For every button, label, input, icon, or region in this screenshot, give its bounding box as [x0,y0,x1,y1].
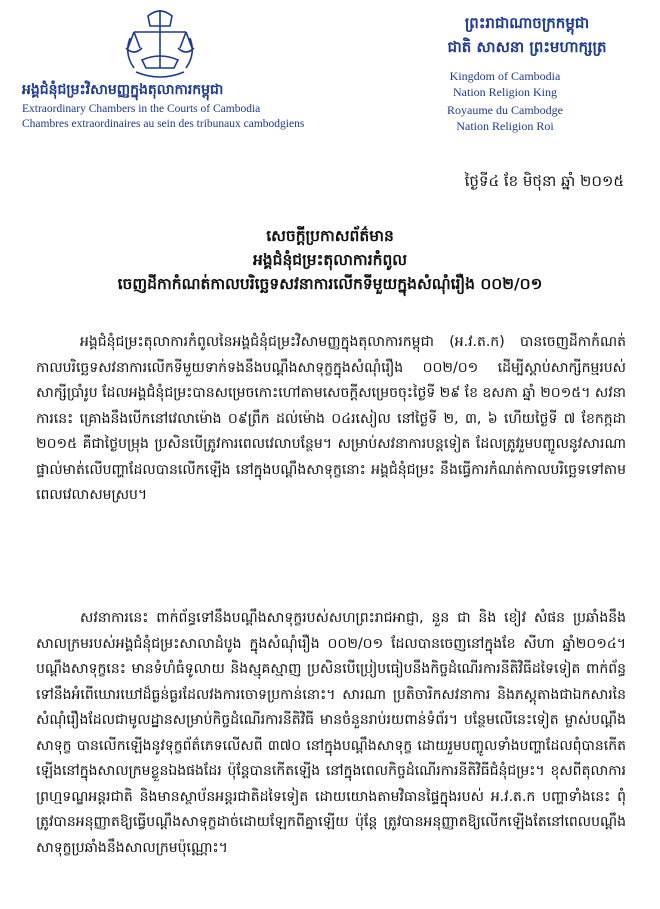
royal-header-fr [400,102,610,134]
org-name-en: Extraordinary Chambers in the Courts of Cambodia [22,103,261,115]
kingdom-name-fr: Royaume du Cambodge [447,103,563,117]
eccc-scales-emblem-icon [120,8,200,80]
kingdom-name-km: ព្រះរាជាណាចក្រកម្ពុជា [464,14,590,32]
kingdom-name-en: Kingdom of Cambodia [449,69,561,83]
body-paragraph-2: សវនាការនេះ ពាក់ព័ន្ធទៅនឹងបណ្តឹងសាទុក្ខរបស់សហព្រះរាជអាជ្ញា, នួន ជា និង ខៀវ សំផន ប្រឆាំងនឹងសាលក្រមរបស់អង្គជំនុំជម្រះសាលាដំបូង ក្នុងសំណុំរឿង ០០២/០១ ដែលបានចេញនៅក្នុងខែ សីហា ឆ្នាំ២០១៤។ បណ្តឹងសាទុក្ខនេះ មានទំហំធំទូលាយ និងស្មុគស្មាញ ប្រសិនបើប្រៀបធៀបនឹងកិច្ចដំណើរការនីតិវិធីដទៃទៀត ពាក់ព័ន្ធទៅនឹងអំពើឃោរឃៅដ៏ធ្ងន់ធ្ងរដែលវងការចោទប្រកាន់នោះ។ សារណា ប្រតិចារិកសវនាការ និងភស្តុតាងជាឯកសារនៃសំណុំរឿងដែលជាមូលដ្ឋានសម្រាប់កិច្ចដំណើរការនីតិវិធី មានចំនួនរាប់រយពាន់ទំព័រ។ បន្ថែមលើនេះទៀត ម្ចាស់បណ្តឹងសាទុក្ខ បានលើកឡើងនូវទុក្ខព័ត៌ភេទលើសពី ៣៧០ នៅក្នុងបណ្តឹងសាទុក្ខ ដោយរួមបញ្ចូលទាំងបញ្ហាដែលពុំបានកើតឡើងនៅក្នុងសាលក្រមខ្លួនឯងផងដែរ ប៉ុន្តែបានកើតឡើង នៅក្នុងពេលកិច្ចដំណើរការនីតិវិធីជំនុំជម្រះ។ ខុសពីតុលាការព្រហ្មទណ្ឌអន្តរជាតិ និងមានស្ថាប័នអន្តរជាតិដទៃទៀត ដោយយោងតាមវិធានផ្ទៃក្នុងរបស់ អ.វ.ត.ក បញ្ហាទាំងនេះ ពុំត្រូវបានអនុញ្ញាតឱ្យធ្វើបណ្តឹងសាទុក្ខដាច់ដោយឡែកពីគ្នាឡើយ ប៉ុន្តែ ត្រូវបានអនុញ្ញាតឱ្យលើកឡើងតែនៅពេលបណ្តឹងសាទុក្ខប្រឆាំងនឹងសាលក្រមប៉ុណ្ណោះ។ [36,610,626,856]
national-motto-km: ជាតិ សាសនា ព្រះមហាក្សត្រ [447,38,607,56]
org-name-fr: Chambres extraordinaires au sein des tribunaux cambodgiens [22,118,305,130]
royal-header-en [400,68,610,100]
org-name-km: អង្គជំនុំជម្រះវិសាមញ្ញក្នុងតុលាការកម្ពុជា [22,82,224,98]
chamber-name-heading: អង្គជំនុំជម្រះតុលាការកំពូល [252,251,408,269]
subject-heading: ចេញដីកាកំណត់កាលបរិច្ឆេទសវនាការលើកទីមួយក្នុងសំណុំរឿង ០០២/០១ [117,275,543,293]
national-motto-en: Nation Religion King [453,85,557,99]
press-release-heading: សេចក្តីប្រកាសព័ត៌មាន [266,227,394,245]
national-motto-fr: Nation Religion Roi [456,119,554,133]
body-paragraph-1: អង្គជំនុំជម្រះតុលាការកំពូលនៃអង្គជំនុំជម្រះវិសាមញ្ញក្នុងតុលាការកម្ពុជា (អ.វ.ត.ក) បានចេញដីកាកំណត់កាលបរិច្ឆេទសវនាការលើកទីមួយទាក់ទងនឹងបណ្តឹងសាទុក្ខក្នុងសំណុំរឿង ០០២/០១ ដើម្បីស្តាប់សាក្សីកម្មរបស់សាក្សីប្រាំរូប ដែលអង្គជំនុំជម្រះបានសម្រេចកោះហៅតាមសេចក្តីសម្រេចចុះថ្ងៃទី ២៩ ខែ ឧសភា ឆ្នាំ ២០១៥។ សវនាការនេះ គ្រោងនឹងបើកនៅវេលាម៉ោង ០៩ព្រឹក ដល់ម៉ោង ០៤រសៀល នៅថ្ងៃទី ២, ៣, ៦ ហើយថ្ងៃទី ៧ ខែកក្កដា ២០១៥ គឺជាថ្ងៃបម្រុង ប្រសិនបើត្រូវការពេលវេលាបន្ថែម។ សម្រាប់សវនាការបន្តទៀត ដែលត្រូវរួមបញ្ចូលនូវសារណាផ្ទាល់មាត់លើបញ្ហាដែលបានលើកឡើង នៅក្នុងបណ្តឹងសាទុក្ខនោះ អង្គជំនុំជម្រះ នឹងធ្វើការកំណត់កាលបរិច្ឆេទទៅតាមពេលវេលាសមស្រប។ [36,334,626,503]
document-date: ថ្ងៃទី៤ ខែ មិថុនា ឆ្នាំ ២០១៥ [464,172,624,190]
